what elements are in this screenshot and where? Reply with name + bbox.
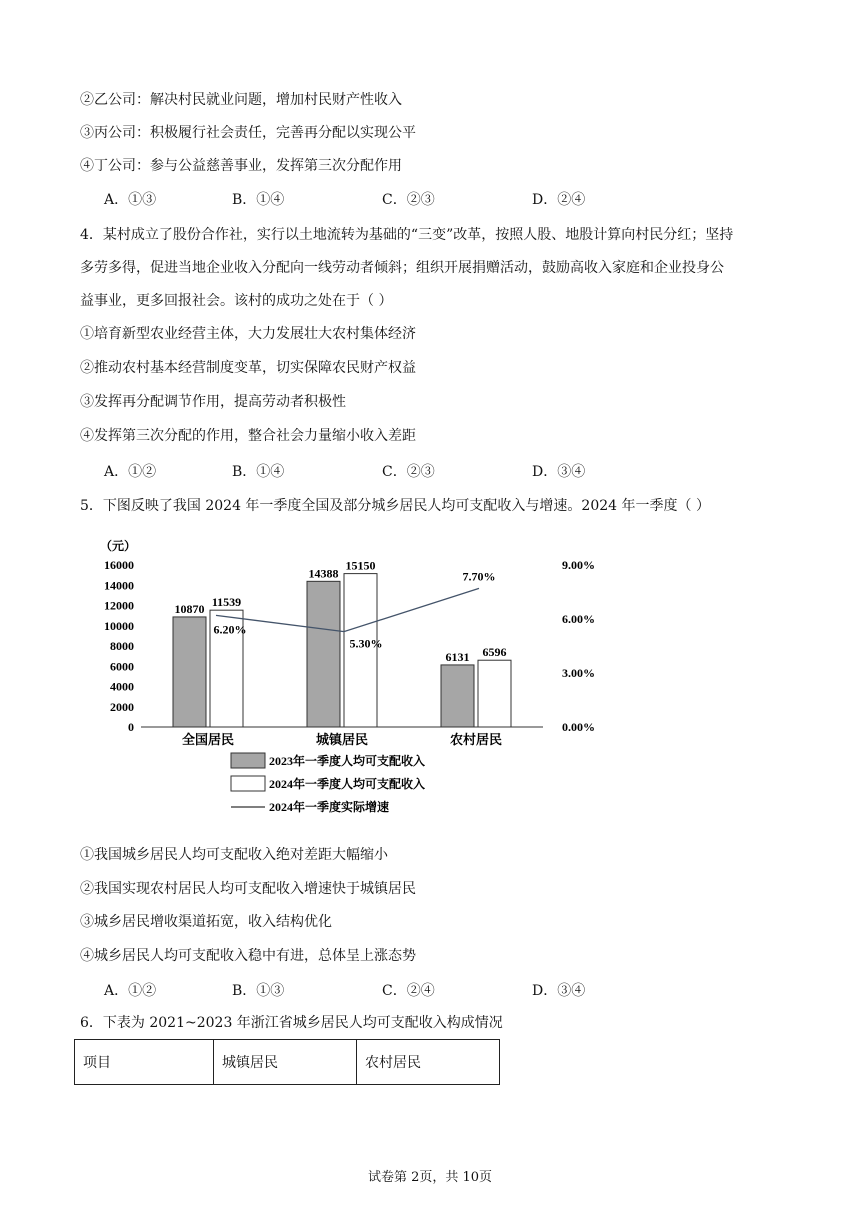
q6-stem: 6．下表为 2021~2023 年浙江省城乡居民人均可支配收入构成情况 bbox=[80, 1015, 503, 1031]
legend-label: 2024年一季度人均可支配收入 bbox=[269, 777, 426, 791]
q4-option-a[interactable]: A．①② bbox=[104, 464, 157, 480]
y-tick-label: 6000 bbox=[110, 659, 134, 674]
table-header-row bbox=[75, 1040, 500, 1085]
bar-data-label: 15150 bbox=[345, 558, 376, 573]
x-tick-label: 全国居民 bbox=[181, 732, 235, 747]
q3-option-c[interactable]: C．②③ bbox=[382, 192, 435, 208]
q4-option-b[interactable]: B．①④ bbox=[232, 464, 285, 480]
q3-statement-3: ③丙公司：积极履行社会责任，完善再分配以实现公平 bbox=[80, 125, 416, 141]
y2-tick-label: 9.00% bbox=[562, 558, 595, 572]
bar-data-label: 14388 bbox=[308, 566, 339, 581]
y-tick-label: 8000 bbox=[110, 639, 134, 653]
q3-option-a[interactable]: A．①③ bbox=[104, 192, 157, 208]
y-tick-label: 16000 bbox=[104, 558, 134, 572]
q3-statement-4: ④丁公司：参与公益慈善事业，发挥第三次分配作用 bbox=[80, 158, 402, 174]
legend-label: 2024年一季度实际增速 bbox=[269, 800, 390, 814]
table-header-cell: 城镇居民 bbox=[214, 1040, 357, 1085]
y2-tick-label: 3.00% bbox=[562, 666, 595, 680]
bar bbox=[173, 617, 206, 727]
q5-option-c[interactable]: C．②④ bbox=[382, 983, 435, 999]
q4-statement-1: ①培育新型农业经营主体，大力发展壮大农村集体经济 bbox=[80, 326, 416, 342]
q5-option-b[interactable]: B．①③ bbox=[232, 983, 285, 999]
q5-stem: 5．下图反映了我国 2024 年一季度全国及部分城乡居民人均可支配收入与增速。2024 年一季度（ ） bbox=[80, 498, 710, 514]
y-tick-label: 2000 bbox=[110, 699, 134, 714]
q4-statement-2: ②推动农村基本经营制度变革，切实保障农民财产权益 bbox=[80, 360, 416, 376]
q4-stem-line-2: 多劳多得，促进当地企业收入分配向一线劳动者倾斜；组织开展捐赠活动，鼓励高收入家庭和企业投身公 bbox=[80, 260, 724, 276]
q5-statement-4: ④城乡居民人均可支配收入稳中有进，总体呈上涨态势 bbox=[80, 948, 416, 964]
q4-stem-line-3: 益事业，更多回报社会。该村的成功之处在于（ ） bbox=[80, 293, 393, 309]
y-tick-label: 0 bbox=[128, 720, 134, 734]
q3-statement-2: ②乙公司：解决村民就业问题，增加村民财产性收入 bbox=[80, 92, 402, 108]
q3-option-d[interactable]: D．②④ bbox=[532, 192, 586, 208]
bar-data-label: 6596 bbox=[482, 645, 507, 660]
legend-swatch bbox=[231, 776, 265, 791]
growth-data-label: 5.30% bbox=[349, 636, 383, 651]
bar-data-label: 6131 bbox=[445, 649, 470, 664]
y-tick-label: 10000 bbox=[104, 618, 134, 633]
y-tick-label: 12000 bbox=[104, 598, 134, 613]
y-tick-label: 14000 bbox=[104, 578, 134, 593]
y2-tick-label: 0.00% bbox=[562, 720, 595, 734]
q5-statement-2: ②我国实现农村居民人均可支配收入增速快于城镇居民 bbox=[80, 881, 416, 897]
page-footer: 试卷第 2页，共 10页 bbox=[367, 1170, 493, 1185]
table-header-cell: 农村居民 bbox=[357, 1040, 500, 1085]
bar bbox=[441, 665, 474, 727]
q4-option-c[interactable]: C．②③ bbox=[382, 464, 435, 480]
growth-data-label: 6.20% bbox=[213, 622, 247, 637]
q4-statement-3: ③发挥再分配调节作用，提高劳动者积极性 bbox=[80, 394, 346, 410]
legend-label: 2023年一季度人均可支配收入 bbox=[269, 754, 426, 768]
legend-swatch bbox=[231, 753, 265, 768]
q3-option-b[interactable]: B．①④ bbox=[232, 192, 285, 208]
q4-option-d[interactable]: D．③④ bbox=[532, 464, 586, 480]
q5-statement-3: ③城乡居民增收渠道拓宽，收入结构优化 bbox=[80, 914, 332, 930]
income-chart bbox=[88, 533, 618, 823]
bar bbox=[307, 581, 340, 727]
bar bbox=[478, 660, 511, 727]
y-axis-label: （元） bbox=[100, 539, 137, 553]
table-header-cell: 项目 bbox=[75, 1040, 214, 1085]
q5-option-d[interactable]: D．③④ bbox=[532, 983, 586, 999]
y-tick-label: 4000 bbox=[110, 679, 134, 694]
bar-data-label: 10870 bbox=[174, 601, 205, 616]
bar-data-label: 11539 bbox=[211, 595, 242, 610]
q5-option-a[interactable]: A．①② bbox=[104, 983, 157, 999]
x-tick-label: 城镇居民 bbox=[315, 732, 369, 747]
q4-stem-line-1: 4．某村成立了股份合作社，实行以土地流转为基础的“三变”改革，按照人股、地股计算向村民分红；坚持 bbox=[80, 227, 734, 243]
x-tick-label: 农村居民 bbox=[449, 732, 503, 747]
q5-statement-1: ①我国城乡居民人均可支配收入绝对差距大幅缩小 bbox=[80, 847, 388, 863]
q4-statement-4: ④发挥第三次分配的作用，整合社会力量缩小收入差距 bbox=[80, 428, 416, 444]
y2-tick-label: 6.00% bbox=[562, 612, 595, 626]
income-structure-table bbox=[74, 1039, 500, 1085]
growth-data-label: 7.70% bbox=[462, 569, 496, 584]
